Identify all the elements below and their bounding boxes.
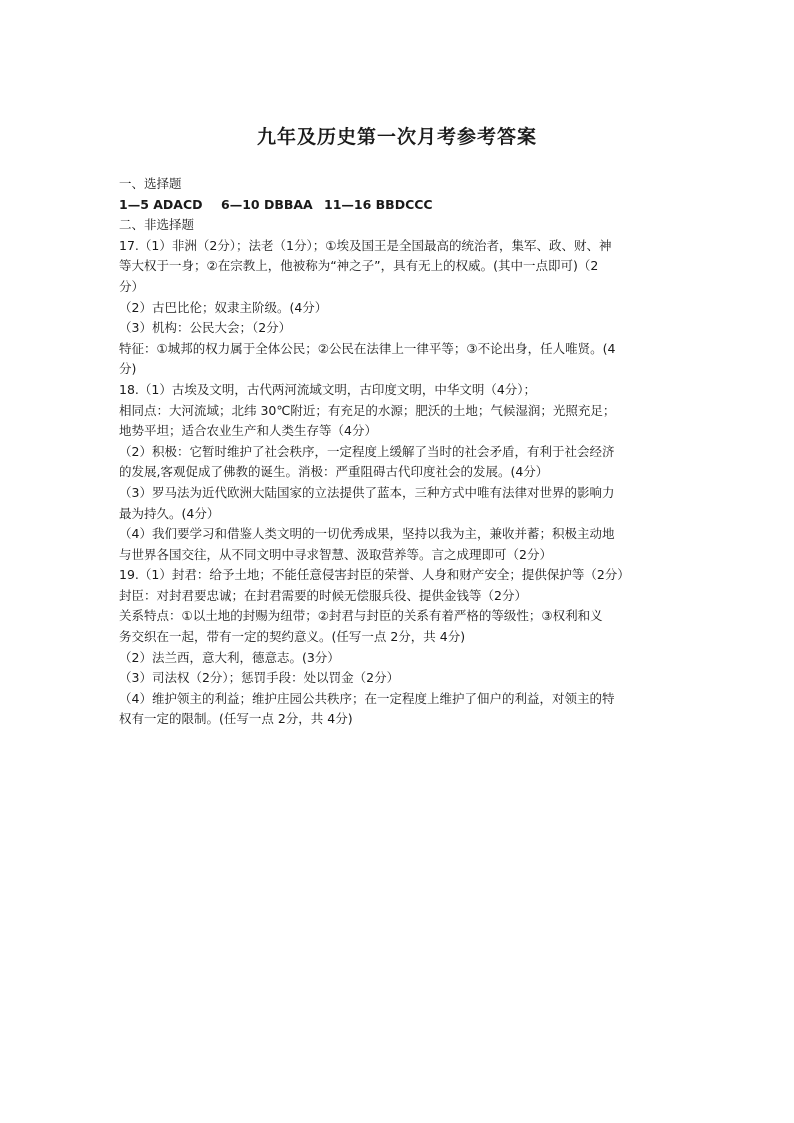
choice-answers <box>119 195 679 216</box>
q17-part-3: （3）机构：公民大会；（2分） <box>119 320 292 336</box>
q19-line: 关系特点：①以土地的封赐为纽带；②封君与封臣的关系有着严格的等级性；③权利和义 <box>119 608 603 624</box>
answer-content <box>119 174 679 730</box>
q19-part-2: （2）法兰西，意大利，德意志。(3分） <box>119 649 340 665</box>
q17-line: 17.（1）非洲（2分）；法老（1分）；①埃及国王是全国最高的统治者，集军、政、财、神 <box>119 237 612 253</box>
q18-part-4: （4）我们要学习和借鉴人类文明的一切优秀成果，坚持以我为主，兼收并蓄；积极主动地 <box>119 526 615 542</box>
q17-features: 分) <box>119 361 137 377</box>
answer-group-1: 1—5 ADACD <box>119 196 203 212</box>
q19-line: 务交织在一起，带有一定的契约意义。(任写一点 2分，共 4分) <box>119 629 466 645</box>
q18-part-4: 与世界各国交往，从不同文明中寻求智慧、汲取营养等。言之成理即可（2分） <box>119 546 552 562</box>
q18-line: 地势平坦；适合农业生产和人类生存等（4分） <box>119 423 377 439</box>
section-heading-choice: 一、选择题 <box>119 176 182 191</box>
q19-line: 封臣：对封君要忠诚；在封君需要的时候无偿服兵役、提供金钱等（2分） <box>119 587 527 603</box>
q17-part-2: （2）古巴比伦；奴隶主阶级。(4分） <box>119 299 328 315</box>
q17-line: 等大权于一身；②在宗教上，他被称为“神之子”，具有无上的权威。(其中一点即可)（2 <box>119 258 599 274</box>
q17-features: 特征：①城邦的权力属于全体公民；②公民在法律上一律平等；③不论出身，任人唯贤。(4 <box>119 340 616 356</box>
q19-part-3: （3）司法权（2分）；惩罚手段：处以罚金（2分） <box>119 670 400 686</box>
page-title: 九年及历史第一次月考参考答案 <box>256 126 537 148</box>
answer-group-2: 6—10 DBBAA <box>221 196 313 212</box>
q18-part-3: （3）罗马法为近代欧洲大陆国家的立法提供了蓝本，三种方式中唯有法律对世界的影响力 <box>119 484 615 500</box>
answer-group-3: 11—16 BBDCCC <box>324 196 433 212</box>
q18-line: 相同点：大河流域；北纬 30℃附近；有充足的水源；肥沃的土地；气候湿润；光照充足； <box>119 402 616 418</box>
q18-part-3: 最为持久。(4分） <box>119 505 220 521</box>
section-heading-nonchoice: 二、非选择题 <box>119 217 195 233</box>
q19-part-4: （4）维护领主的利益；维护庄园公共秩序；在一定程度上维护了佃户的利益，对领主的特 <box>119 690 615 706</box>
q18-part-2: （2）积极：它暂时维护了社会秩序，一定程度上缓解了当时的社会矛盾，有利于社会经济 <box>119 443 615 459</box>
q17-line: 分） <box>119 278 145 294</box>
q19-line: 19.（1）封君：给予土地；不能任意侵害封臣的荣誉、人身和财产安全；提供保护等（2分） <box>119 567 630 583</box>
q18-line: 18.（1）古埃及文明，古代两河流域文明，古印度文明，中华文明（4分）； <box>119 381 537 397</box>
q19-part-4: 权有一定的限制。(任写一点 2分，共 4分) <box>119 711 353 727</box>
q18-part-2: 的发展,客观促成了佛教的诞生。消极：严重阻碍古代印度社会的发展。(4分） <box>119 464 549 480</box>
